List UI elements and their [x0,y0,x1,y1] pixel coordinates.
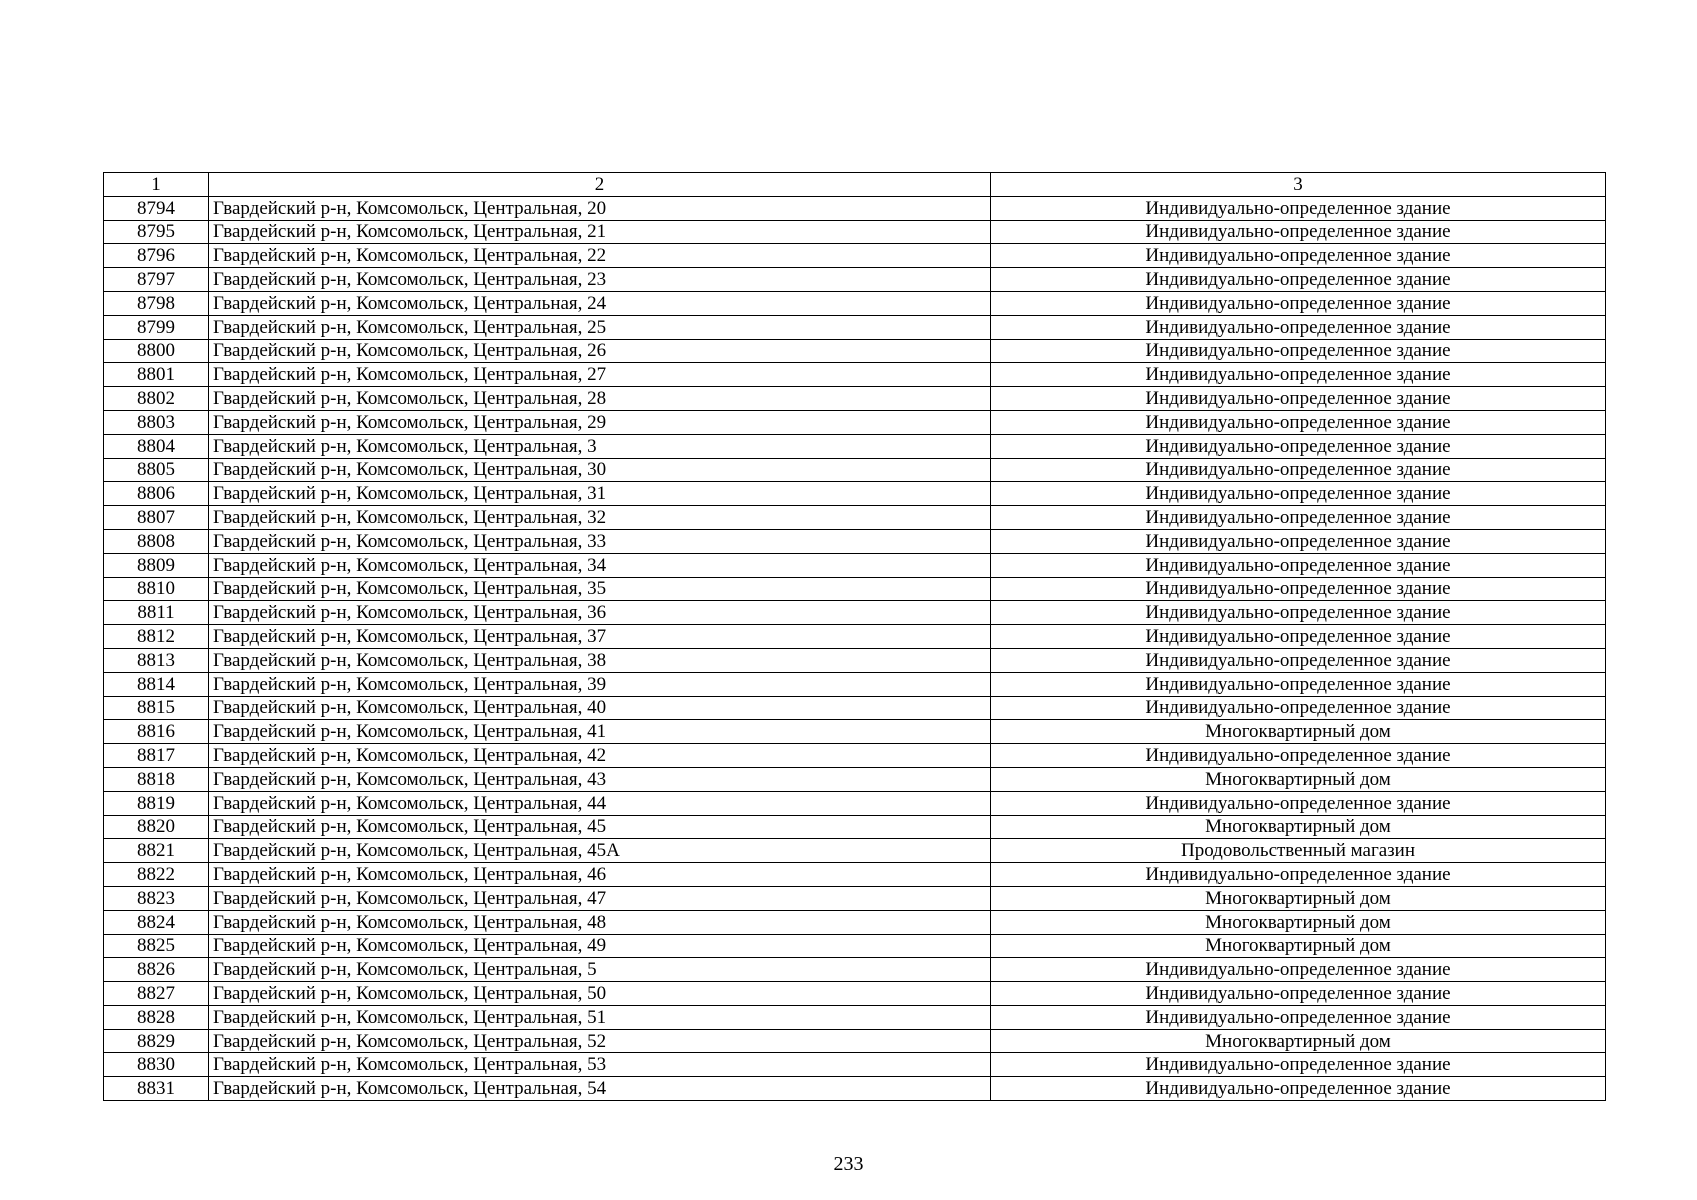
row-number: 8819 [104,791,209,815]
row-number: 8795 [104,220,209,244]
table-row [104,767,1606,791]
object-type-cell: Индивидуально-определенное здание [991,672,1606,696]
address-cell: Гвардейский р-н, Комсомольск, Центральная, 22 [209,244,991,268]
object-type-cell: Продовольственный магазин [991,839,1606,863]
address-cell: Гвардейский р-н, Комсомольск, Центральная, 35 [209,577,991,601]
row-number: 8806 [104,482,209,506]
table-row [104,387,1606,411]
table-row [104,363,1606,387]
object-type-cell: Индивидуально-определенное здание [991,1005,1606,1029]
object-type-cell: Индивидуально-определенное здание [991,577,1606,601]
table-row [104,910,1606,934]
object-type-cell: Многоквартирный дом [991,815,1606,839]
object-type-cell: Многоквартирный дом [991,886,1606,910]
table-row [104,863,1606,887]
row-number: 8805 [104,458,209,482]
address-cell: Гвардейский р-н, Комсомольск, Центральная, 31 [209,482,991,506]
object-type-cell: Индивидуально-определенное здание [991,268,1606,292]
object-type-cell: Индивидуально-определенное здание [991,291,1606,315]
page-number: 233 [833,1153,864,1175]
row-number: 8809 [104,553,209,577]
object-type-cell: Многоквартирный дом [991,767,1606,791]
table-row [104,601,1606,625]
address-cell: Гвардейский р-н, Комсомольск, Центральная, 29 [209,410,991,434]
row-number: 8813 [104,648,209,672]
address-cell: Гвардейский р-н, Комсомольск, Центральная, 51 [209,1005,991,1029]
row-number: 8820 [104,815,209,839]
object-type-cell: Индивидуально-определенное здание [991,1053,1606,1077]
row-number: 8823 [104,886,209,910]
row-number: 8815 [104,696,209,720]
address-cell: Гвардейский р-н, Комсомольск, Центральная, 33 [209,529,991,553]
table-row [104,196,1606,220]
table-row [104,410,1606,434]
table-row [104,672,1606,696]
address-cell: Гвардейский р-н, Комсомольск, Центральная, 53 [209,1053,991,1077]
row-number: 8796 [104,244,209,268]
address-cell: Гвардейский р-н, Комсомольск, Центральная, 52 [209,1029,991,1053]
address-cell: Гвардейский р-н, Комсомольск, Центральная, 40 [209,696,991,720]
object-type-cell: Многоквартирный дом [991,934,1606,958]
row-number: 8821 [104,839,209,863]
document-table [103,172,1606,1101]
table-row [104,458,1606,482]
address-cell: Гвардейский р-н, Комсомольск, Центральная, 45 [209,815,991,839]
table-row [104,315,1606,339]
address-cell: Гвардейский р-н, Комсомольск, Центральная, 44 [209,791,991,815]
address-cell: Гвардейский р-н, Комсомольск, Центральная, 45А [209,839,991,863]
row-number: 8817 [104,744,209,768]
row-number: 8814 [104,672,209,696]
table-row [104,1077,1606,1101]
row-number: 8811 [104,601,209,625]
object-type-cell: Индивидуально-определенное здание [991,196,1606,220]
object-type-cell: Индивидуально-определенное здание [991,791,1606,815]
address-cell: Гвардейский р-н, Комсомольск, Центральная, 54 [209,1077,991,1101]
object-type-cell: Индивидуально-определенное здание [991,1077,1606,1101]
row-number: 8825 [104,934,209,958]
address-cell: Гвардейский р-н, Комсомольск, Центральная, 25 [209,315,991,339]
table-row [104,553,1606,577]
address-cell: Гвардейский р-н, Комсомольск, Центральная, 27 [209,363,991,387]
address-cell: Гвардейский р-н, Комсомольск, Центральная, 28 [209,387,991,411]
object-type-cell: Индивидуально-определенное здание [991,458,1606,482]
object-type-cell: Индивидуально-определенное здание [991,982,1606,1006]
column-number-3: 3 [991,173,1606,197]
address-cell: Гвардейский р-н, Комсомольск, Центральная, 26 [209,339,991,363]
address-cell: Гвардейский р-н, Комсомольск, Центральная, 5 [209,958,991,982]
column-number-2: 2 [209,173,991,197]
address-cell: Гвардейский р-н, Комсомольск, Центральная, 42 [209,744,991,768]
object-type-cell: Индивидуально-определенное здание [991,244,1606,268]
object-type-cell: Многоквартирный дом [991,720,1606,744]
row-number: 8807 [104,506,209,530]
table-row [104,1053,1606,1077]
row-number: 8794 [104,196,209,220]
object-type-cell: Индивидуально-определенное здание [991,744,1606,768]
address-cell: Гвардейский р-н, Комсомольск, Центральная, 34 [209,553,991,577]
object-type-cell: Индивидуально-определенное здание [991,601,1606,625]
table-row [104,1005,1606,1029]
table-row [104,529,1606,553]
object-type-cell: Индивидуально-определенное здание [991,958,1606,982]
address-cell: Гвардейский р-н, Комсомольск, Центральная, 41 [209,720,991,744]
row-number: 8827 [104,982,209,1006]
address-cell: Гвардейский р-н, Комсомольск, Центральная, 21 [209,220,991,244]
table-row [104,1029,1606,1053]
address-cell: Гвардейский р-н, Комсомольск, Центральная, 32 [209,506,991,530]
table-body [104,173,1606,1101]
address-cell: Гвардейский р-н, Комсомольск, Центральная, 49 [209,934,991,958]
row-number: 8803 [104,410,209,434]
table-row [104,934,1606,958]
object-type-cell: Многоквартирный дом [991,910,1606,934]
table-row [104,744,1606,768]
table-header-row [104,173,1606,197]
object-type-cell: Индивидуально-определенное здание [991,529,1606,553]
object-type-cell: Индивидуально-определенное здание [991,410,1606,434]
table-row [104,339,1606,363]
table-row [104,577,1606,601]
table-row [104,815,1606,839]
row-number: 8810 [104,577,209,601]
object-type-cell: Индивидуально-определенное здание [991,434,1606,458]
table-row [104,506,1606,530]
address-cell: Гвардейский р-н, Комсомольск, Центральная, 30 [209,458,991,482]
row-number: 8800 [104,339,209,363]
address-cell: Гвардейский р-н, Комсомольск, Центральная, 23 [209,268,991,292]
address-cell: Гвардейский р-н, Комсомольск, Центральная, 39 [209,672,991,696]
row-number: 8831 [104,1077,209,1101]
object-type-cell: Индивидуально-определенное здание [991,387,1606,411]
row-number: 8826 [104,958,209,982]
object-type-cell: Индивидуально-определенное здание [991,220,1606,244]
table-row [104,791,1606,815]
table-row [104,839,1606,863]
object-type-cell: Индивидуально-определенное здание [991,482,1606,506]
table-row [104,268,1606,292]
address-cell: Гвардейский р-н, Комсомольск, Центральная, 37 [209,625,991,649]
row-number: 8816 [104,720,209,744]
table-row [104,291,1606,315]
row-number: 8802 [104,387,209,411]
table-row [104,720,1606,744]
address-cell: Гвардейский р-н, Комсомольск, Центральная, 48 [209,910,991,934]
table-row [104,482,1606,506]
column-number-1: 1 [104,173,209,197]
row-number: 8812 [104,625,209,649]
row-number: 8801 [104,363,209,387]
table-row [104,244,1606,268]
object-type-cell: Индивидуально-определенное здание [991,553,1606,577]
object-type-cell: Индивидуально-определенное здание [991,339,1606,363]
table-row [104,982,1606,1006]
row-number: 8824 [104,910,209,934]
row-number: 8822 [104,863,209,887]
row-number: 8798 [104,291,209,315]
row-number: 8799 [104,315,209,339]
object-type-cell: Индивидуально-определенное здание [991,506,1606,530]
table-row [104,625,1606,649]
table-row [104,220,1606,244]
address-cell: Гвардейский р-н, Комсомольск, Центральная, 38 [209,648,991,672]
row-number: 8818 [104,767,209,791]
object-type-cell: Индивидуально-определенное здание [991,648,1606,672]
row-number: 8828 [104,1005,209,1029]
object-type-cell: Индивидуально-определенное здание [991,363,1606,387]
table-row [104,434,1606,458]
table-row [104,648,1606,672]
object-type-cell: Индивидуально-определенное здание [991,625,1606,649]
address-cell: Гвардейский р-н, Комсомольск, Центральная, 20 [209,196,991,220]
row-number: 8808 [104,529,209,553]
row-number: 8804 [104,434,209,458]
address-cell: Гвардейский р-н, Комсомольск, Центральная, 3 [209,434,991,458]
object-type-cell: Многоквартирный дом [991,1029,1606,1053]
row-number: 8797 [104,268,209,292]
address-cell: Гвардейский р-н, Комсомольск, Центральная, 50 [209,982,991,1006]
address-cell: Гвардейский р-н, Комсомольск, Центральная, 46 [209,863,991,887]
address-cell: Гвардейский р-н, Комсомольск, Центральная, 43 [209,767,991,791]
object-type-cell: Индивидуально-определенное здание [991,315,1606,339]
row-number: 8830 [104,1053,209,1077]
address-cell: Гвардейский р-н, Комсомольск, Центральная, 24 [209,291,991,315]
table-row [104,886,1606,910]
row-number: 8829 [104,1029,209,1053]
table-row [104,696,1606,720]
table-row [104,958,1606,982]
object-type-cell: Индивидуально-определенное здание [991,863,1606,887]
address-cell: Гвардейский р-н, Комсомольск, Центральная, 47 [209,886,991,910]
object-type-cell: Индивидуально-определенное здание [991,696,1606,720]
address-cell: Гвардейский р-н, Комсомольск, Центральная, 36 [209,601,991,625]
